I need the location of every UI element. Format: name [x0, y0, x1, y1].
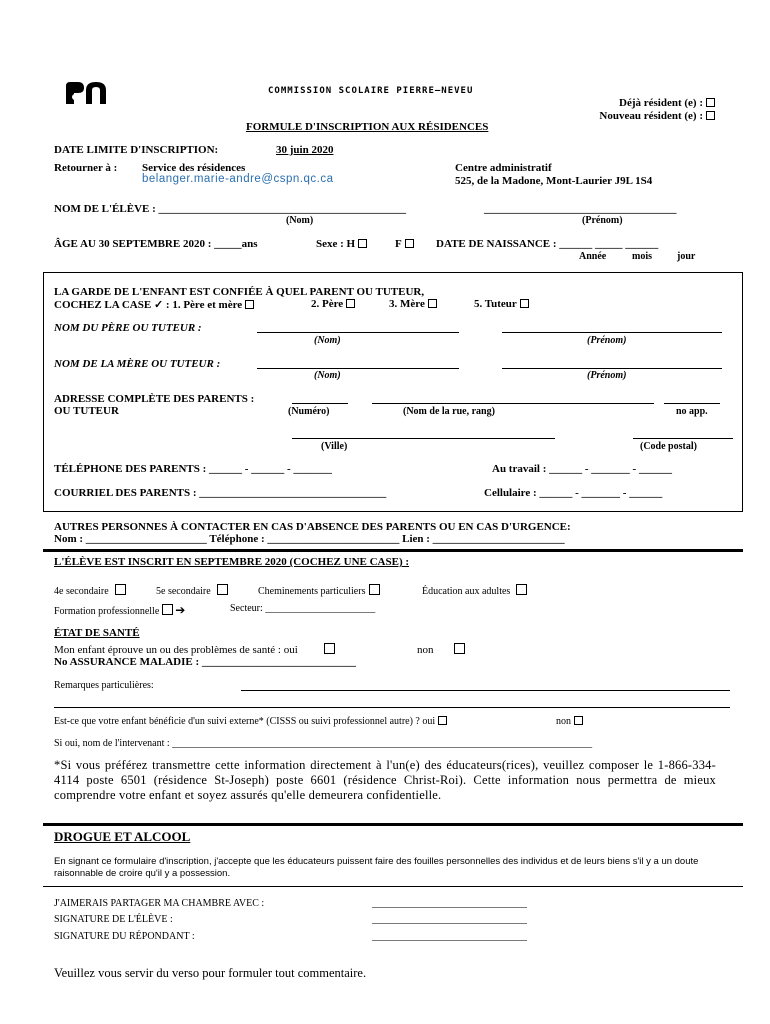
- mother-name-label: NOM DE LA MÈRE OU TUTEUR :: [54, 358, 221, 370]
- student-signature-line[interactable]: _______________________________: [372, 914, 527, 925]
- health-title: ÉTAT DE SANTÉ: [54, 627, 140, 639]
- footer-note: Veuillez vous servir du verso pour formuler tout commentaire.: [54, 966, 367, 980]
- section-divider: [43, 549, 743, 552]
- address-label-tutor: OU TUTEUR: [54, 405, 119, 417]
- centre-address: 525, de la Madone, Mont-Laurier J9L 1S4: [455, 175, 653, 187]
- formation-checkbox[interactable]: [162, 604, 173, 615]
- adultes-option: Éducation aux adultes: [422, 584, 527, 597]
- health-question: Mon enfant éprouve un ou des problèmes de santé : oui: [54, 643, 335, 656]
- custody-father-checkbox[interactable]: [346, 299, 355, 308]
- custody-title: LA GARDE DE L'ENFANT EST CONFIÉE À QUEL PARENT OU TUTEUR,: [54, 286, 425, 298]
- postal-code-line[interactable]: [633, 438, 733, 439]
- roommate-label: J'AIMERAIS PARTAGER MA CHAMBRE AVEC :: [54, 898, 265, 909]
- student-signature-label: SIGNATURE DE L'ÉLÈVE :: [54, 914, 173, 925]
- health-no-checkbox[interactable]: [454, 643, 465, 654]
- form-title: FORMULE D'INSCRIPTION AUX RÉSIDENCES: [246, 121, 489, 133]
- city-line[interactable]: [292, 438, 555, 439]
- sexe-h-checkbox[interactable]: [358, 239, 367, 248]
- father-prenom-caption: (Prénom): [587, 335, 627, 346]
- arrow-right-icon: ➔: [175, 603, 186, 617]
- nouveau-resident: Nouveau résident (e) :: [599, 110, 715, 122]
- cheminements-option: Cheminements particuliers: [258, 584, 380, 597]
- deadline-value: 30 juin 2020: [276, 144, 334, 156]
- deja-resident-checkbox[interactable]: [706, 98, 715, 107]
- parents-email-field[interactable]: COURRIEL DES PARENTS : __________________________________: [54, 487, 387, 499]
- custody-mother-checkbox[interactable]: [428, 299, 437, 308]
- student-name-field[interactable]: NOM DE L'ÉLÈVE : _____________________________________________: [54, 203, 407, 215]
- service-name: Service des résidences: [142, 162, 246, 174]
- custody-mother: 3. Mère: [389, 298, 437, 310]
- drugs-divider: [43, 823, 743, 826]
- remarques-label: Remarques particulières:: [54, 680, 154, 691]
- age-field[interactable]: ÂGE AU 30 SEPTEMBRE 2020 : _____ans: [54, 238, 258, 250]
- cheminements-checkbox[interactable]: [369, 584, 380, 595]
- custody-tutor: 5. Tuteur: [474, 298, 529, 310]
- centre-label: Centre administratif: [455, 162, 552, 174]
- contacts-line[interactable]: Nom : ______________________ Téléphone : ________________________ Lien : ________________________: [54, 533, 565, 545]
- followup-question: Est-ce que votre enfant bénéficie d'un suivi externe* (CISSS ou suivi professionnel autre) ? oui: [54, 716, 447, 727]
- secteur-field[interactable]: Secteur: ______________________: [230, 603, 376, 614]
- father-name-line[interactable]: [257, 332, 459, 333]
- drugs-text: En signant ce formulaire d'inscription, j'accepte que les éducateurs puissent faire des fouilles personnelles des individus et de leurs biens s'il y a un doute raisonnable de croire qu'il y a possession.: [54, 856, 699, 879]
- mois-caption: mois: [632, 251, 652, 262]
- custody-tutor-checkbox[interactable]: [520, 299, 529, 308]
- organization-name: COMMISSION SCOLAIRE PIERRE–NEVEU: [268, 86, 474, 96]
- sexe-h: Sexe : H: [316, 238, 367, 250]
- adultes-checkbox[interactable]: [516, 584, 527, 595]
- health-no: non: [417, 643, 465, 656]
- cell-phone-field[interactable]: Cellulaire : ______ - _______ - ______: [484, 487, 663, 499]
- remarques-line[interactable]: [241, 690, 730, 691]
- return-label: Retourner à :: [54, 162, 118, 174]
- app-caption: no app.: [676, 406, 708, 417]
- drugs-bottom-line: [43, 886, 743, 887]
- followup-yes-checkbox[interactable]: [438, 716, 447, 725]
- school-board-logo: [64, 80, 108, 106]
- student-firstname-field[interactable]: ___________________________________: [484, 203, 677, 215]
- address-street-line[interactable]: [372, 403, 654, 404]
- health-insurance-field[interactable]: No ASSURANCE MALADIE : ____________________________: [54, 656, 356, 668]
- address-label: ADRESSE COMPLÈTE DES PARENTS :: [54, 393, 255, 405]
- sexe-f-checkbox[interactable]: [405, 239, 414, 248]
- remarques-line-2[interactable]: [54, 707, 730, 708]
- health-yes-checkbox[interactable]: [324, 643, 335, 654]
- mother-nom-caption: (Nom): [314, 370, 341, 381]
- respondent-signature-label: SIGNATURE DU RÉPONDANT :: [54, 931, 195, 942]
- work-phone-field[interactable]: Au travail : ______ - _______ - ______: [492, 463, 672, 475]
- followup-note: *Si vous préférez transmettre cette information directement à l'un(e) des éducateurs(rices), veuillez composer le 1-866-334-4114 poste 6501 (résidence St-Joseph) poste 6601 (résidence Christ-Roi). Cette information nous permettra de mieux comprendre votre enfant et soyez assurés qu'elle demeurera confidentielle.: [54, 758, 716, 802]
- formation-option: Formation professionnelle ➔: [54, 603, 186, 617]
- annee-caption: Année: [579, 251, 607, 262]
- followup-no: non: [556, 716, 583, 727]
- father-name-label: NOM DU PÈRE OU TUTEUR :: [54, 322, 202, 334]
- deadline-label: DATE LIMITE D'INSCRIPTION:: [54, 144, 219, 156]
- sexe-f: F: [395, 238, 414, 250]
- mother-name-line[interactable]: [257, 368, 459, 369]
- address-number-line[interactable]: [292, 403, 348, 404]
- sec4-option: 4e secondaire: [54, 584, 126, 597]
- jour-caption: jour: [677, 251, 696, 262]
- sec4-checkbox[interactable]: [115, 584, 126, 595]
- address-app-line[interactable]: [664, 403, 720, 404]
- mother-firstname-line[interactable]: [502, 368, 722, 369]
- parents-phone-field[interactable]: TÉLÉPHONE DES PARENTS : ______ - ______ - _______: [54, 463, 332, 475]
- numero-caption: (Numéro): [288, 406, 330, 417]
- custody-both-checkbox[interactable]: [245, 300, 254, 309]
- followup-no-checkbox[interactable]: [574, 716, 583, 725]
- code-postal-caption: (Code postal): [640, 441, 697, 452]
- custody-father: 2. Père: [311, 298, 355, 310]
- prenom-caption: (Prénom): [582, 215, 623, 226]
- enrolment-title: L'ÉLÈVE EST INSCRIT EN SEPTEMBRE 2020 (COCHEZ UNE CASE) :: [54, 556, 410, 568]
- email-link[interactable]: belanger.marie-andre@cspn.qc.ca: [142, 173, 334, 185]
- father-nom-caption: (Nom): [314, 335, 341, 346]
- drugs-title: DROGUE ET ALCOOL: [54, 829, 191, 844]
- sec5-checkbox[interactable]: [217, 584, 228, 595]
- nouveau-resident-checkbox[interactable]: [706, 111, 715, 120]
- deja-resident: Déjà résident (e) :: [619, 97, 715, 109]
- father-firstname-line[interactable]: [502, 332, 722, 333]
- intervenant-field[interactable]: Si oui, nom de l'intervenant : ____________________________________________________________________________________: [54, 738, 593, 749]
- ville-caption: (Ville): [321, 441, 348, 452]
- roommate-line[interactable]: _______________________________: [372, 898, 527, 909]
- mother-prenom-caption: (Prénom): [587, 370, 627, 381]
- dob-field[interactable]: DATE DE NAISSANCE : ______ _____ ______: [436, 238, 659, 250]
- respondent-signature-line[interactable]: _______________________________: [372, 931, 527, 942]
- sec5-option: 5e secondaire: [156, 584, 228, 597]
- rue-caption: (Nom de la rue, rang): [403, 406, 495, 417]
- contacts-title: AUTRES PERSONNES À CONTACTER EN CAS D'ABSENCE DES PARENTS OU EN CAS D'URGENCE:: [54, 521, 571, 533]
- custody-both: COCHEZ LA CASE ✓ : 1. Père et mère: [54, 298, 254, 311]
- nom-caption: (Nom): [286, 215, 314, 226]
